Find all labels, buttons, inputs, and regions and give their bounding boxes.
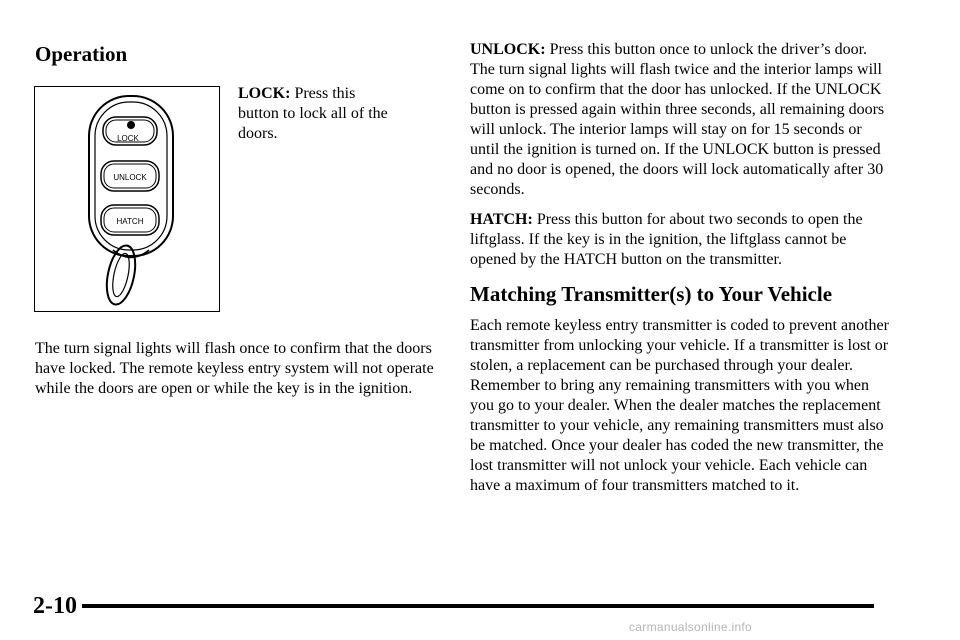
key-fob-figure — [34, 86, 220, 312]
unlock-label: UNLOCK: — [470, 41, 546, 58]
lock-description: Press this button to lock all of the doors. — [238, 85, 388, 142]
right-column — [470, 40, 890, 506]
key-fob-transmitter-icon — [35, 87, 221, 313]
hatch-paragraph — [470, 210, 890, 270]
page-number: 2-10 — [33, 593, 77, 619]
hatch-label: HATCH: — [470, 211, 533, 228]
section-heading-matching: Matching Transmitter(s) to Your Vehicle — [470, 282, 833, 306]
matching-paragraph: Each remote keyless entry transmitter is coded to prevent another transmitter from unlocking your vehicle. If a transmitter is lost or stolen, a replacement can be purchased through your dealer. Remember to bring any remaining transmitters with you when you go to your dealer. When the dealer matches the replacement transmitter to your vehicle, any remaining transmitters must also be matched. Once your dealer has coded the new transmitter, the lost transmitter will not unlock your vehicle. Each vehicle can have a maximum of four transmitters matched to it. — [470, 317, 889, 494]
unlock-paragraph — [470, 40, 890, 200]
hatch-description: Press this button for about two seconds to open the liftglass. If the key is in the ignition, the liftglass cannot be opened by the HATCH button on the transmitter. — [470, 211, 863, 268]
section-heading-operation: Operation — [35, 42, 128, 66]
unlock-description: Press this button once to unlock the driver’s door. The turn signal lights will flash twice and the interior lamps will come on to confirm that the door has unlocked. If the UNLOCK button is pressed again within three seconds, all remaining doors will unlock. The interior lamps will stay on for 15 seconds or until the ignition is turned on. If the UNLOCK button is pressed and no door is opened, the doors will lock automatically after 30 seconds. — [470, 41, 885, 198]
lock-label: LOCK: — [238, 85, 291, 102]
lock-confirmation-paragraph: The turn signal lights will flash once to confirm that the doors have locked. The remote keyless entry system will not operate while the doors are open or while the key is in the ignition. — [35, 340, 434, 397]
fob-hatch-label: HATCH — [116, 217, 144, 226]
watermark: carmanualsonline.info — [629, 620, 753, 634]
lock-callout — [238, 84, 388, 144]
footer-rule — [82, 604, 874, 608]
fob-unlock-label: UNLOCK — [113, 173, 147, 182]
fob-lock-label: LOCK — [117, 134, 139, 143]
